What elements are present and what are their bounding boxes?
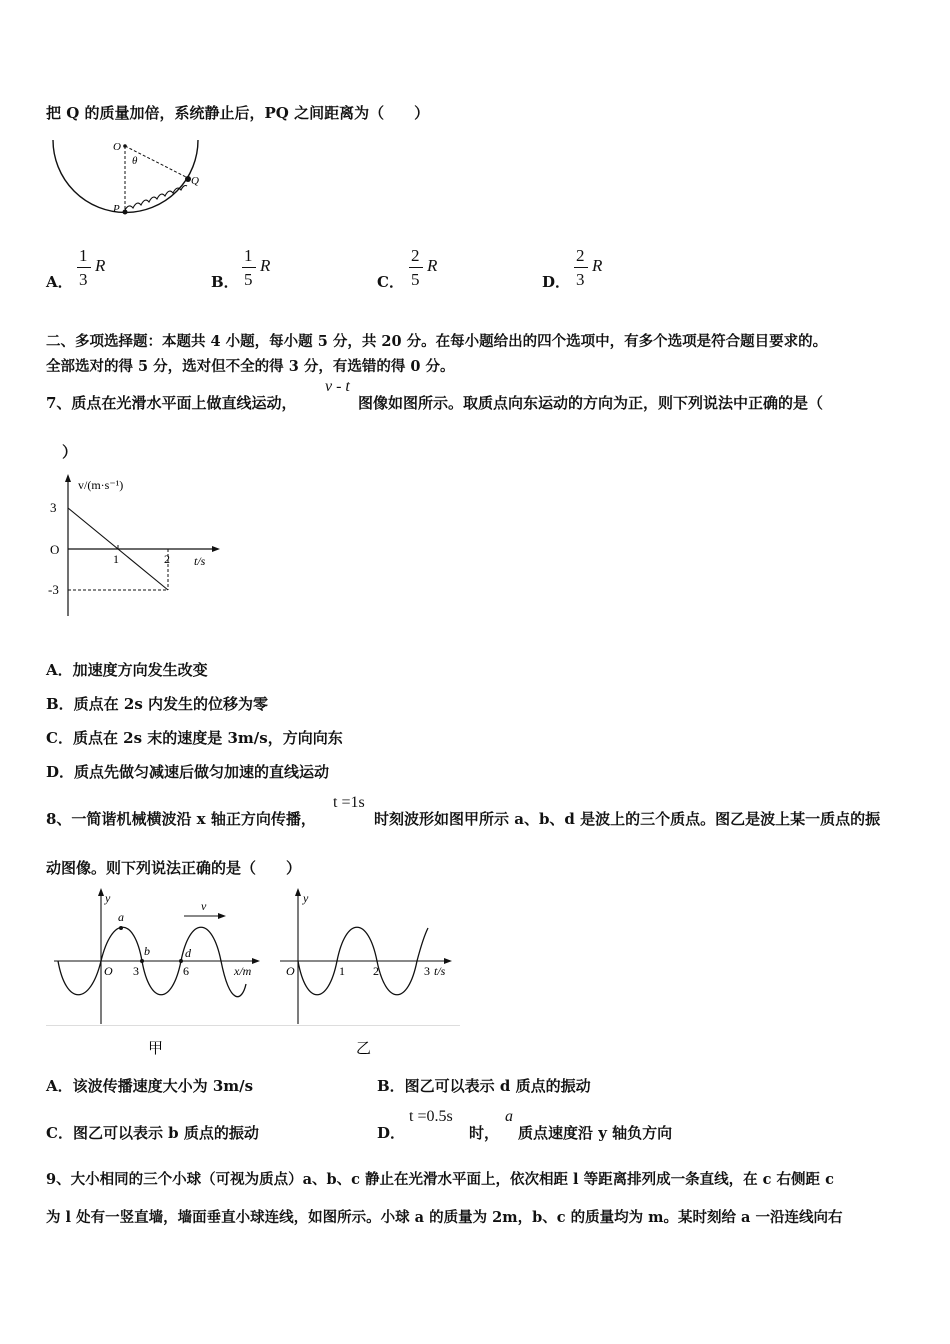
q8-option-d-var: a (505, 1108, 513, 1125)
q7-option-a: A．加速度方向发生改变 (46, 661, 208, 679)
q7-graph-origin: O (50, 542, 60, 557)
q8-jia-x3: 3 (133, 964, 139, 978)
q6-label-p: P (113, 203, 120, 215)
q6-label-theta: θ (132, 155, 138, 167)
q8-jia-a: a (118, 910, 124, 924)
q7-vt-graph (44, 470, 224, 620)
q7-stem-a: 7、质点在光滑水平面上做直线运动， (46, 394, 297, 412)
q6-option-c-letter: C． (377, 273, 404, 291)
q8-yi-xlabel: t/s (434, 964, 446, 978)
q7-option-c: C．质点在 2s 末的速度是 3m/s，方向向东 (46, 729, 343, 747)
q7-graph-xlabel: t/s (194, 554, 206, 568)
q8-yi-t2: 2 (373, 964, 379, 978)
q7-graph-ytick-top: 3 (50, 500, 57, 515)
q8-wave-graph-jia (44, 884, 274, 1064)
q7-graph-xtick-2: 2 (164, 552, 170, 566)
q6-bowl-figure (48, 136, 203, 218)
q8-stem-a: 8、一简谐机械横波沿 x 轴正方向传播， (46, 810, 316, 828)
q7-stem-c: ） (62, 443, 78, 461)
q9-line2: 为 l 处有一竖直墙，墙面垂直小球连线，如图所示。小球 a 的质量为 2m，b、c 的质量均为 m。某时刻给 a 一沿连线向右 (46, 1209, 843, 1226)
q8-option-a: A．该波传播速度大小为 3m/s (46, 1077, 254, 1095)
q8-jia-caption: 甲 (148, 1041, 164, 1057)
q8-wave-graph-yi (276, 884, 466, 1064)
q7-option-d: D．质点先做匀减速后做匀加速的直线运动 (46, 763, 330, 781)
q7-graph-ytick-bottom: -3 (48, 582, 59, 597)
q8-stem-b: 时刻波形如图甲所示 a、b、d 是波上的三个质点。图乙是波上某一质点的振 (374, 810, 881, 828)
q8-yi-origin: O (286, 964, 295, 978)
q7-graph-xtick-1: 1 (113, 552, 119, 566)
q8-jia-b: b (144, 944, 150, 958)
q8-option-b: B．图乙可以表示 d 质点的振动 (377, 1077, 591, 1095)
q8-option-d-tail: 质点速度沿 y 轴负方向 (518, 1124, 673, 1142)
q8-yi-t3: 3 (424, 964, 430, 978)
q6-option-a-letter: A． (46, 273, 73, 291)
section2-line2: 全部选对的得 5 分，选对但不全的得 3 分，有选错的得 0 分。 (46, 358, 455, 375)
q7-stem-b: 图像如图所示。取质点向东运动的方向为正，则下列说法中正确的是（ (358, 394, 824, 412)
q8-option-c: C．图乙可以表示 b 质点的振动 (46, 1124, 259, 1142)
q6-label-q: Q (191, 175, 199, 187)
q8-jia-v: v (201, 899, 207, 913)
q8-jia-xlabel: x/m (234, 964, 252, 978)
q8-figure-divider (46, 1025, 460, 1026)
q8-option-d-mid: 时， (469, 1124, 500, 1142)
q8-option-d-letter: D． (377, 1124, 406, 1142)
q9-line1: 9、大小相同的三个小球（可视为质点）a、b、c 静止在光滑水平面上，依次相距 l 等距离排列成一条直线，在 c 右侧距 c (46, 1171, 834, 1188)
q8-stem-math: t =1s (333, 794, 365, 811)
q8-jia-x6: 6 (183, 964, 189, 978)
q8-yi-y: y (303, 891, 309, 905)
q6-option-b-letter: B． (211, 273, 239, 291)
q8-jia-origin: O (104, 964, 113, 978)
q8-jia-d: d (185, 946, 191, 960)
section2-line1: 二、多项选择题：本题共 4 小题，每小题 5 分，共 20 分。在每小题给出的四个选项中，有多个选项是符合题目要求的。 (46, 333, 828, 350)
q8-stem-c: 动图像。则下列说法正确的是（ ） (46, 859, 302, 877)
q6-stem: 把 Q 的质量加倍，系统静止后，PQ 之间距离为（ ） (46, 104, 430, 122)
q8-yi-caption: 乙 (356, 1041, 372, 1057)
q6-option-d-letter: D． (542, 273, 571, 291)
q8-yi-t1: 1 (339, 964, 345, 978)
q7-option-b: B．质点在 2s 内发生的位移为零 (46, 695, 269, 713)
q6-label-o: O (113, 141, 121, 153)
q8-jia-y: y (105, 891, 111, 905)
q7-stem-math: v - t (325, 378, 350, 395)
q7-graph-ylabel: v/(m·s⁻¹) (78, 478, 124, 492)
q8-option-d-math: t =0.5s (409, 1108, 453, 1125)
